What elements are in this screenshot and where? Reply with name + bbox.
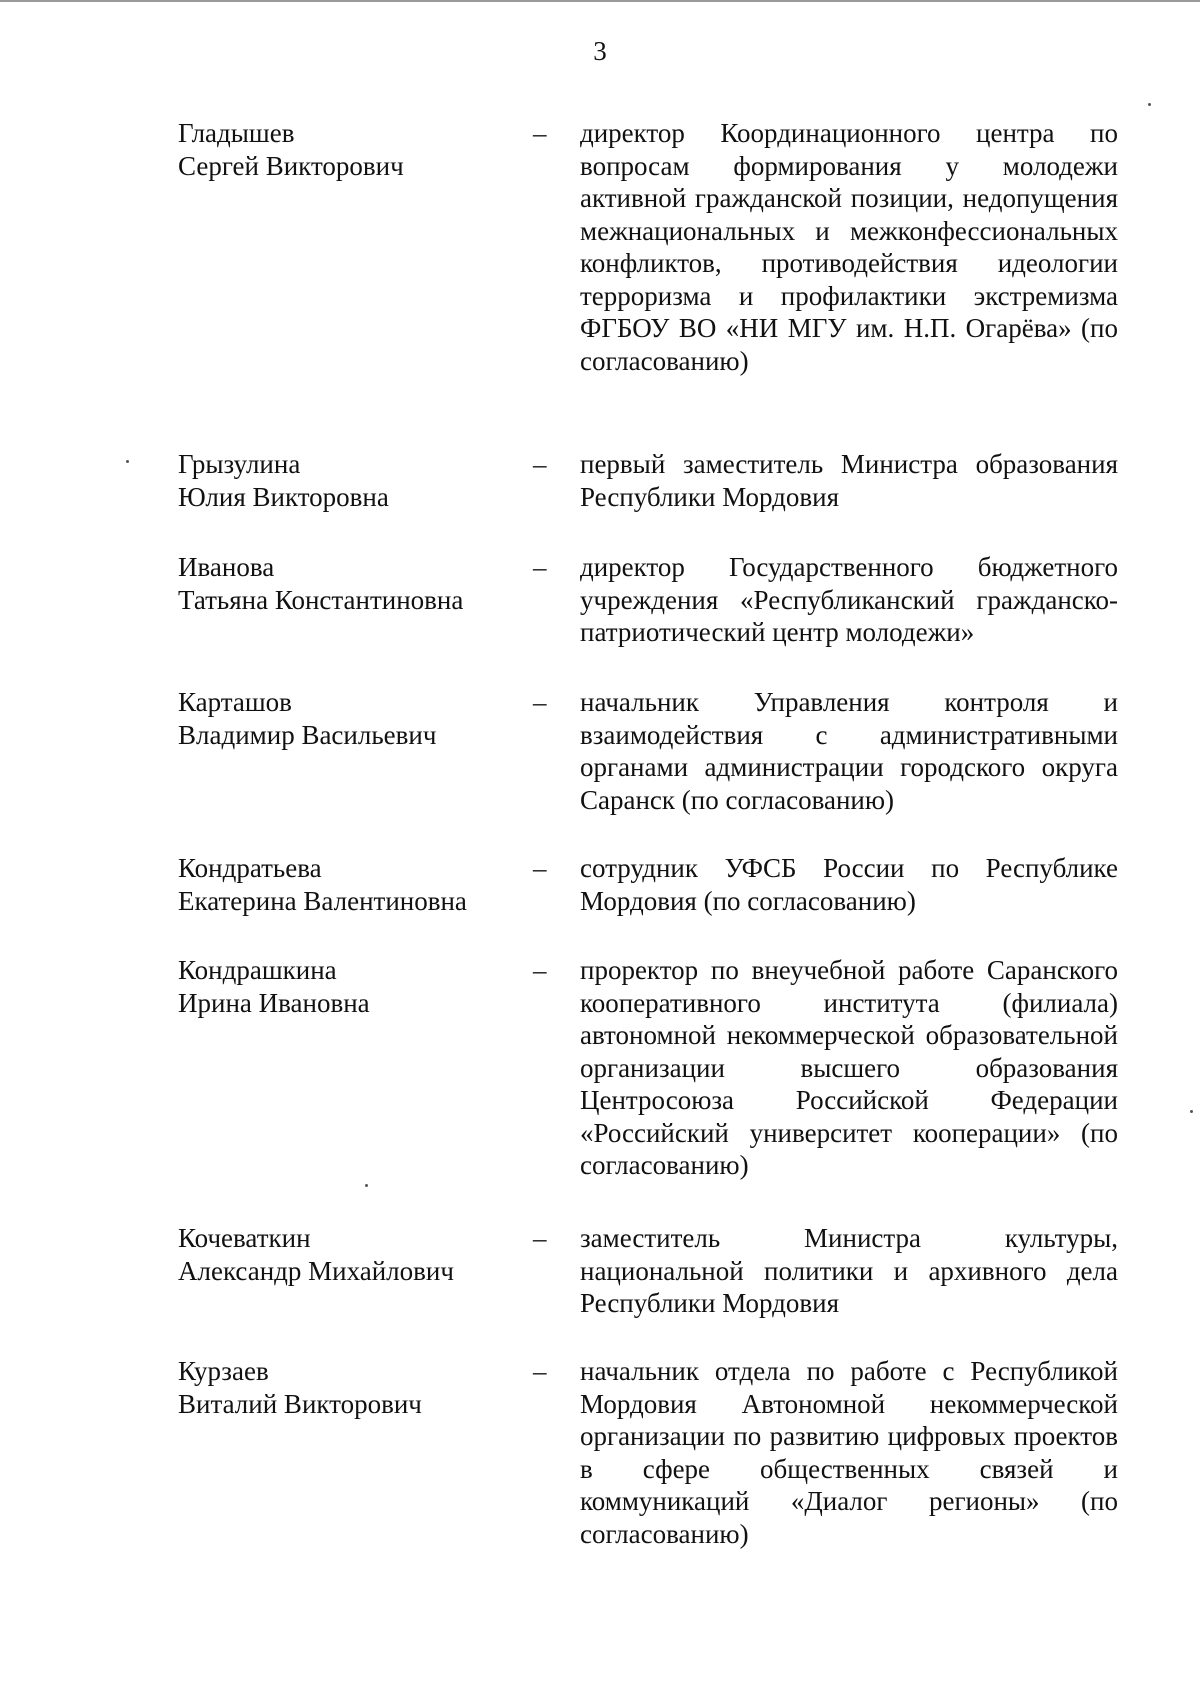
dash-separator: –: [533, 449, 547, 479]
scan-speck: [365, 1184, 368, 1187]
dash-separator: –: [533, 853, 547, 883]
member-name: Карташов Владимир Васильевич: [178, 687, 437, 750]
dash-separator: –: [533, 118, 547, 148]
member-position: сотрудник УФСБ России по Республике Мордовия (по согласованию): [580, 853, 1118, 916]
member-position: проректор по внеучебной работе Саранского кооперативного института (филиала) автономной некоммерческой образовательной организации высшего образования Центросоюза Российской Федерации «Российский университет кооперации» (по согласованию): [580, 955, 1118, 1180]
member-name: Кондратьева Екатерина Валентиновна: [178, 853, 467, 916]
member-entry: [0, 448, 1200, 512]
scan-speck: [126, 460, 129, 463]
member-position: начальник Управления контроля и взаимодействия с административными органами администрации городского округа Саранск (по согласованию): [580, 687, 1118, 815]
dash-separator: –: [533, 1223, 547, 1253]
member-position: директор Координационного центра по вопросам формирования у молодежи активной гражданской позиции, недопущения межнациональных и межконфессиональных конфликтов, противодействия идеологии терроризма и профилактики экстремизма ФГБОУ ВО «НИ МГУ им. Н.П. Огарёва» (по согласованию): [580, 118, 1118, 376]
member-position: заместитель Министра культуры, национальной политики и архивного дела Республики Мордовия: [580, 1223, 1118, 1318]
scan-speck: [1148, 103, 1151, 106]
member-entry: [0, 954, 1200, 1180]
dash-separator: –: [533, 687, 547, 717]
member-entry: [0, 1355, 1200, 1549]
member-position: начальник отдела по работе с Республикой Мордовия Автономной некоммерческой организации по развитию цифровых проектов в сфере общественных связей и коммуникаций «Диалог регионы» (по согласованию): [580, 1356, 1118, 1549]
member-name: Иванова Татьяна Константиновна: [178, 552, 464, 615]
member-position: директор Государственного бюджетного учреждения «Республиканский гражданско-патриотический центр молодежи»: [580, 552, 1118, 647]
member-entry: [0, 117, 1200, 376]
dash-separator: –: [533, 1356, 547, 1386]
member-name: Курзаев Виталий Викторович: [178, 1356, 422, 1419]
member-position: первый заместитель Министра образования Республики Мордовия: [580, 449, 1118, 512]
member-entry: [0, 686, 1200, 815]
member-entry: [0, 551, 1200, 647]
dash-separator: –: [533, 955, 547, 985]
member-name: Кочеваткин Александр Михайлович: [178, 1223, 454, 1286]
member-name: Гладышев Сергей Викторович: [178, 118, 404, 181]
member-name: Кондрашкина Ирина Ивановна: [178, 955, 370, 1018]
scan-speck: [1190, 1110, 1193, 1113]
member-entry: [0, 1222, 1200, 1318]
scan-top-edge: [0, 0, 1200, 2]
page-number: 3: [593, 36, 607, 66]
member-entry: [0, 852, 1200, 916]
member-name: Грызулина Юлия Викторовна: [178, 449, 389, 512]
dash-separator: –: [533, 552, 547, 582]
